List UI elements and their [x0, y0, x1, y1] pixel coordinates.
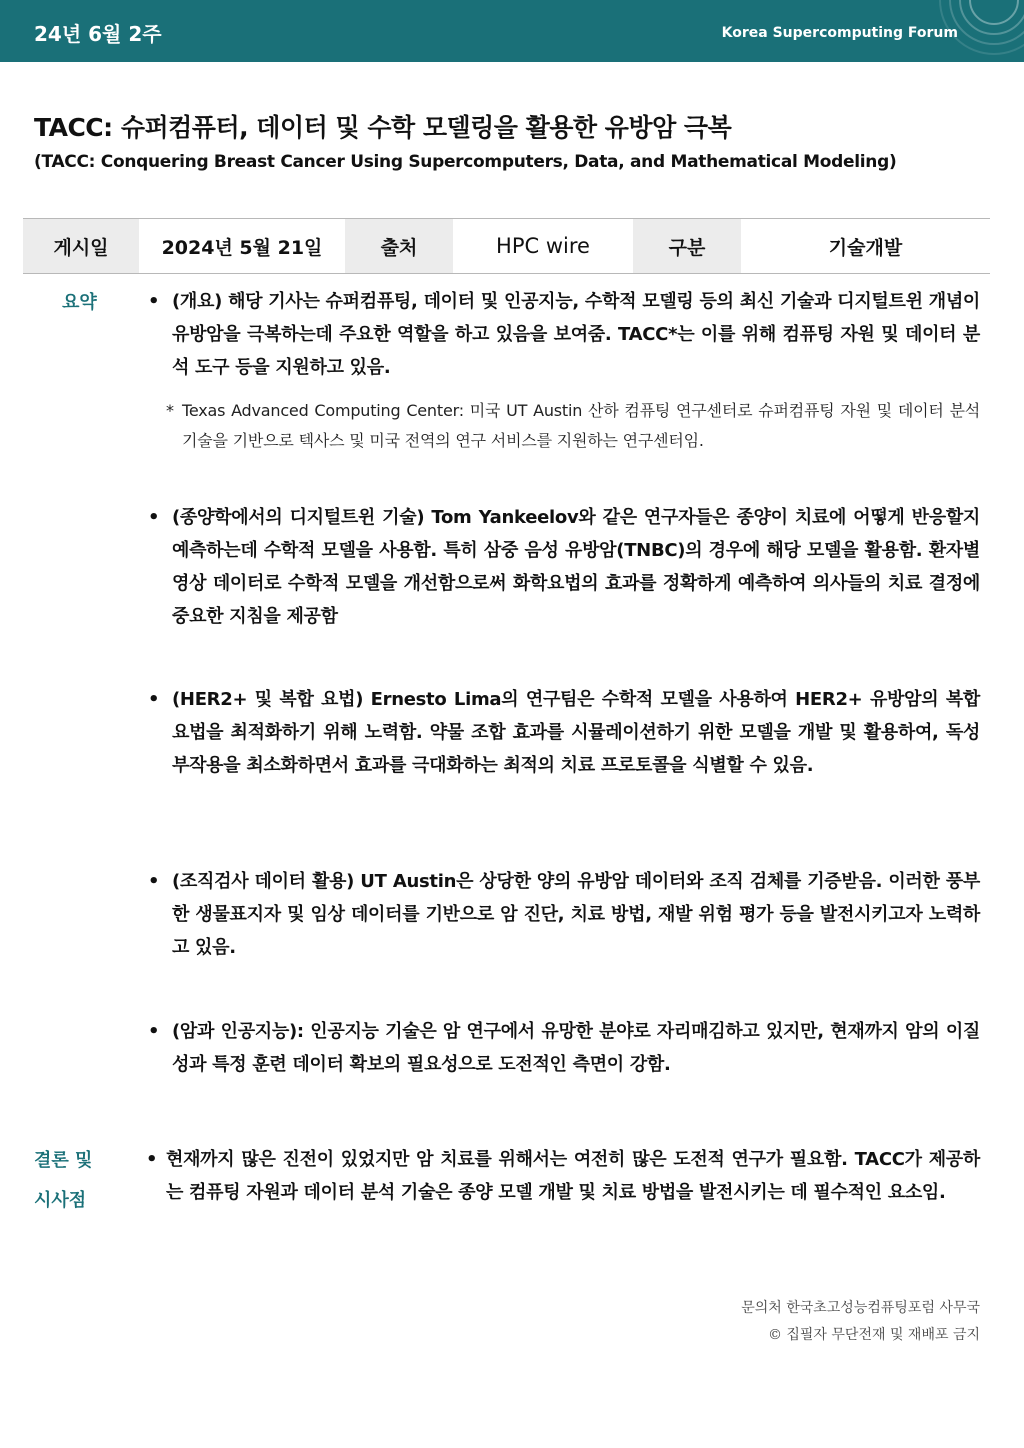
- summary-label: 요약: [62, 292, 97, 313]
- footer-contact: 문의처 한국초고성능컴퓨팅포럼 사무국: [741, 1300, 980, 1316]
- summary-item-digital-twin: [148, 501, 980, 633]
- conclusion-item: [146, 1143, 980, 1209]
- bullet-glyph: •: [148, 507, 160, 528]
- article-subtitle: (TACC: Conquering Breast Cancer Using Supercomputers, Data, and Mathematical Modeling): [34, 152, 897, 172]
- date-value: 2024년 5월 21일: [161, 236, 323, 259]
- conclusion-label-line1: 결론 및: [34, 1150, 93, 1171]
- issue-week: 24년 6월 2주: [34, 22, 162, 46]
- source-label: 출처: [345, 219, 453, 273]
- bullet-glyph: •: [148, 1021, 160, 1042]
- footnote-text: Texas Advanced Computing Center: 미국 UT Austin 산하 컴퓨팅 연구센터로 슈퍼컴퓨팅 자원 및 데이터 분석 기술을 기반으로 텍사스 및 미국 전역의 연구 서비스를 지원하는 연구센터임.: [182, 401, 980, 450]
- conclusion-label-line2: 시사점: [34, 1190, 87, 1211]
- footnote-mark: *: [166, 401, 174, 420]
- meta-table: [23, 218, 990, 274]
- category-value: 기술개발: [828, 236, 903, 259]
- bullet-glyph: •: [148, 689, 160, 710]
- summary-item-text: (개요) 해당 기사는 슈퍼컴퓨팅, 데이터 및 인공지능, 수학적 모델링 등의 최신 기술과 디지털트윈 개념이 유방암을 극복하는데 주요한 역할을 하고 있음을 보여줌. TACC*는 이를 위해 컴퓨팅 자원 및 데이터 분석 도구 등을 지원하고 있음.: [172, 291, 980, 378]
- header-bar: [0, 0, 1024, 62]
- bullet-glyph: •: [148, 291, 160, 312]
- summary-item-text: (종양학에서의 디지털트윈 기술) Tom Yankeelov와 같은 연구자들은 종양이 치료에 어떻게 반응할지 예측하는데 수학적 모델을 사용함. 특히 삼중 음성 유방암(TNBC)의 경우에 해당 모델을 활용함. 환자별 영상 데이터로 수학적 모델을 개선함으로써 화학요법의 효과를 정확하게 예측하여 의사들의 치료 결정에 중요한 지침을 제공함: [172, 507, 980, 627]
- summary-item-text: (HER2+ 및 복합 요법) Ernesto Lima의 연구팀은 수학적 모델을 사용하여 HER2+ 유방암의 복합 요법을 최적화하기 위해 노력함. 약물 조합 효과를 시뮬레이션하기 위한 모델을 개발 및 활용하여, 독성 부작용을 최소화하면서 효과를 극대화하는 최적의 치료 프로토콜을 식별할 수 있음.: [172, 689, 980, 776]
- category-label: 구분: [633, 219, 741, 273]
- footer-copyright: © 집필자 무단전재 및 재배포 금지: [767, 1327, 980, 1343]
- summary-item-ai: [148, 1015, 980, 1081]
- conclusion-text: 현재까지 많은 진전이 있었지만 암 치료를 위해서는 여전히 많은 도전적 연구가 필요함. TACC가 제공하는 컴퓨팅 자원과 데이터 분석 기술은 종양 모델 개발 및 치료 방법을 발전시키는 데 필수적인 요소임.: [166, 1149, 980, 1203]
- summary-item-biopsy: [148, 865, 980, 964]
- bullet-glyph: •: [148, 871, 160, 892]
- summary-item-overview: [148, 285, 980, 384]
- date-label: 게시일: [23, 219, 139, 273]
- article-title: TACC: 슈퍼컴퓨터, 데이터 및 수학 모델링을 활용한 유방암 극복: [34, 113, 732, 142]
- summary-item-text: (암과 인공지능): 인공지능 기술은 암 연구에서 유망한 분야로 자리매김하고 있지만, 현재까지 암의 이질성과 특정 훈련 데이터 확보의 필요성으로 도전적인 측면이 강함.: [172, 1021, 980, 1075]
- footnote: [166, 396, 980, 456]
- summary-item-text: (조직검사 데이터 활용) UT Austin은 상당한 양의 유방암 데이터와 조직 검체를 기증받음. 이러한 풍부한 생물표지자 및 임상 데이터를 기반으로 암 진단, 치료 방법, 재발 위험 평가 등을 발전시키고자 노력하고 있음.: [172, 871, 980, 958]
- summary-item-her2: [148, 683, 980, 782]
- source-value: HPC wire: [496, 234, 590, 258]
- bullet-glyph: •: [146, 1149, 158, 1170]
- forum-name: Korea Supercomputing Forum: [721, 25, 958, 41]
